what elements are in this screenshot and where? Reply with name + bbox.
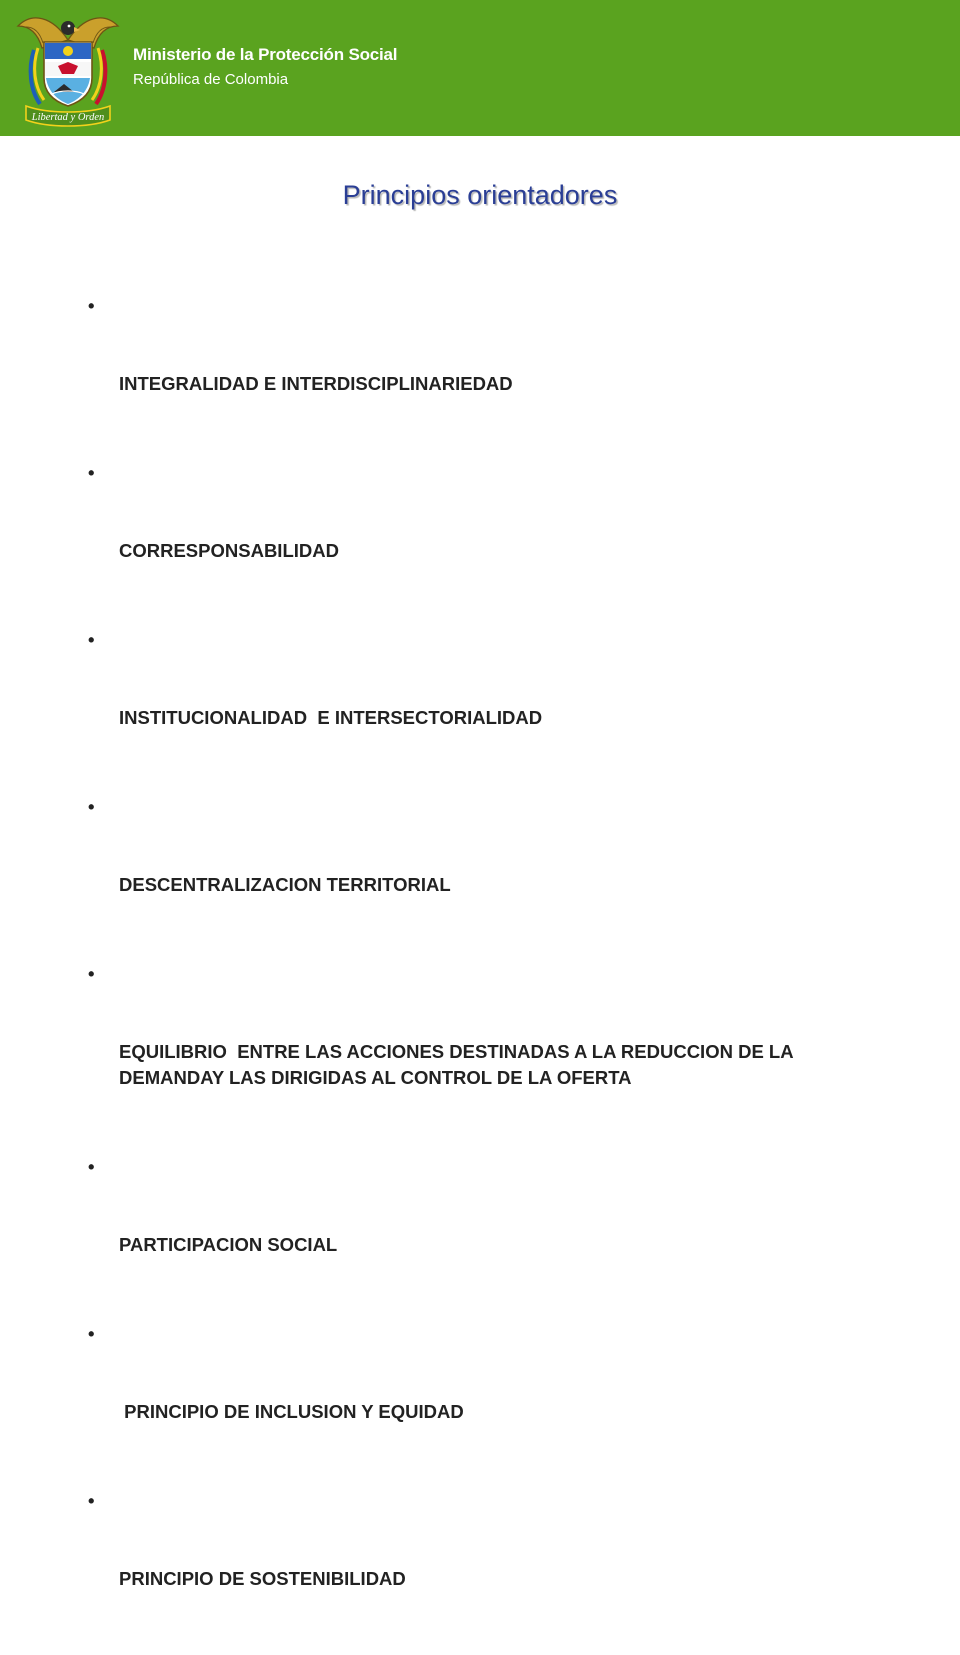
bullet-icon: • xyxy=(88,796,95,817)
bullet-icon: • xyxy=(88,963,95,984)
principle-text: PARTICIPACION SOCIAL xyxy=(119,1234,338,1255)
list-item xyxy=(88,1488,888,1644)
list-item xyxy=(88,961,888,1143)
principle-text: EQUILIBRIO ENTRE LAS ACCIONES DESTINADAS A LA REDUCCION DE LA DEMANDAY LAS DIRIGIDAS AL CONTROL DE LA OFERTA xyxy=(119,1041,799,1088)
bullet-icon: • xyxy=(88,1323,95,1344)
slide-title: Principios orientadores xyxy=(342,180,618,210)
principle-text: PRINCIPIO DE INCLUSION Y EQUIDAD xyxy=(119,1401,464,1422)
principle-text: DESCENTRALIZACION TERRITORIAL xyxy=(119,874,451,895)
list-item xyxy=(88,293,888,449)
bullet-icon: • xyxy=(88,629,95,650)
principles-list xyxy=(88,293,888,1655)
list-item xyxy=(88,1321,888,1477)
principle-text: CORRESPONSABILIDAD xyxy=(119,540,339,561)
principle-text: INTEGRALIDAD E INTERDISCIPLINARIEDAD xyxy=(119,373,513,394)
colombia-coat-of-arms-icon xyxy=(8,6,128,130)
crest-motto: Libertad y Orden xyxy=(31,112,105,123)
bullet-icon: • xyxy=(88,1156,95,1177)
list-item xyxy=(88,460,888,616)
principle-text: PRINCIPIO DE SOSTENIBILIDAD xyxy=(119,1568,406,1589)
bullet-icon: • xyxy=(88,462,95,483)
country-name: República de Colombia xyxy=(133,71,289,88)
header-bar xyxy=(0,0,960,136)
bullet-icon: • xyxy=(88,1490,95,1511)
list-item xyxy=(88,1154,888,1310)
list-item xyxy=(88,627,888,783)
ministry-name: Ministerio de la Protección Social xyxy=(133,45,398,64)
principle-text: INSTITUCIONALIDAD E INTERSECTORIALIDAD xyxy=(119,707,543,728)
list-item xyxy=(88,794,888,950)
bullet-icon: • xyxy=(88,295,95,316)
